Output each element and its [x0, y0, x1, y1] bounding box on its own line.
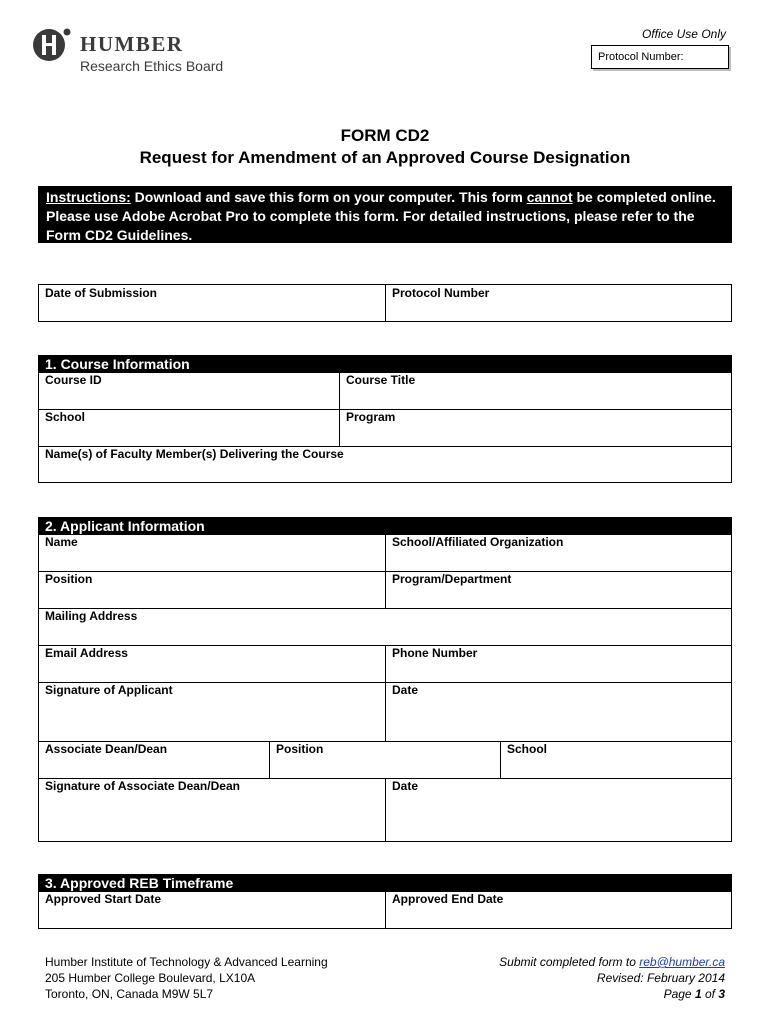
applicant-school-org-field[interactable]: School/Affiliated Organization: [392, 535, 564, 549]
divider: [269, 741, 270, 778]
divider: [385, 645, 386, 741]
section1-heading: 1. Course Information: [38, 355, 732, 373]
instructions-part2: be completed online. Please use Adobe Acrobat Pro to complete this form. For detailed instructions, please refer to the Form CD2 Guidelines.: [46, 189, 716, 243]
mailing-address-field[interactable]: Mailing Address: [45, 609, 138, 623]
faculty-names-field[interactable]: Name(s) of Faculty Member(s) Delivering the Course: [45, 447, 344, 461]
page-current: 1: [694, 987, 702, 1001]
associate-dean-school-field[interactable]: School: [507, 742, 548, 756]
associate-dean-field[interactable]: Associate Dean/Dean: [45, 742, 168, 756]
instructions-part1: Download and save this form on your computer. This form: [130, 189, 527, 205]
page-prefix: Page: [663, 987, 695, 1001]
associate-dean-signature-field[interactable]: Signature of Associate Dean/Dean: [45, 779, 240, 793]
page-indicator: [499, 986, 725, 1002]
phone-number-field[interactable]: Phone Number: [392, 646, 478, 660]
associate-dean-position-field[interactable]: Position: [276, 742, 324, 756]
address-line-2: 205 Humber College Boulevard, LX10A: [45, 971, 256, 985]
humber-h-icon: [32, 26, 72, 66]
divider: [339, 372, 340, 446]
humber-logo: [32, 26, 232, 78]
address-line-3: Toronto, ON, Canada M9W 5L7: [45, 987, 214, 1001]
submit-line: [499, 954, 725, 970]
applicant-date-field[interactable]: Date: [392, 683, 419, 697]
approved-end-date-field[interactable]: Approved End Date: [392, 892, 504, 906]
course-program-field[interactable]: Program: [346, 410, 396, 424]
course-school-field[interactable]: School: [45, 410, 86, 424]
form-title: FORM CD2: [340, 126, 430, 145]
divider: [500, 741, 501, 778]
office-use-label: Office Use Only: [641, 27, 726, 41]
instructions-lead: Instructions:: [46, 189, 131, 205]
section2-heading: 2. Applicant Information: [38, 517, 732, 535]
course-info-table: [38, 372, 732, 483]
submit-email-link[interactable]: reb@humber.ca: [639, 955, 725, 969]
course-id-field[interactable]: Course ID: [45, 373, 102, 387]
section3-heading: 3. Approved REB Timeframe: [38, 874, 732, 892]
submit-text: Submit completed form to: [499, 955, 640, 969]
logo-subtitle: Research Ethics Board: [80, 58, 224, 74]
footer-info: [499, 954, 725, 1002]
address-line-1: Humber Institute of Technology & Advanced Learning: [45, 955, 328, 969]
associate-dean-date-field[interactable]: Date: [392, 779, 419, 793]
applicant-program-dept-field[interactable]: Program/Department: [392, 572, 512, 586]
footer-address: [45, 954, 328, 1002]
divider: [385, 778, 386, 842]
page-of: of: [701, 987, 719, 1001]
page-total: 3: [718, 987, 725, 1001]
protocol-number-input[interactable]: Protocol Number: [392, 286, 490, 300]
applicant-signature-field[interactable]: Signature of Applicant: [45, 683, 173, 697]
applicant-name-field[interactable]: Name: [45, 535, 78, 549]
course-title-field[interactable]: Course Title: [346, 373, 416, 387]
divider: [385, 284, 386, 322]
protocol-number-label: Protocol Number:: [598, 51, 684, 63]
protocol-number-field[interactable]: [591, 45, 729, 69]
form-subtitle: Request for Amendment of an Approved Course Designation: [139, 148, 631, 167]
approved-start-date-field[interactable]: Approved Start Date: [45, 892, 162, 906]
logo-name: HUMBER: [80, 32, 184, 56]
email-address-field[interactable]: Email Address: [45, 646, 128, 660]
divider: [385, 891, 386, 929]
date-of-submission-field[interactable]: Date of Submission: [45, 286, 158, 300]
divider: [38, 608, 732, 609]
revised-date: Revised: February 2014: [596, 971, 725, 985]
divider: [385, 534, 386, 608]
applicant-position-field[interactable]: Position: [45, 572, 93, 586]
instructions-emphasis: cannot: [526, 189, 573, 205]
instructions-block: [38, 186, 732, 243]
